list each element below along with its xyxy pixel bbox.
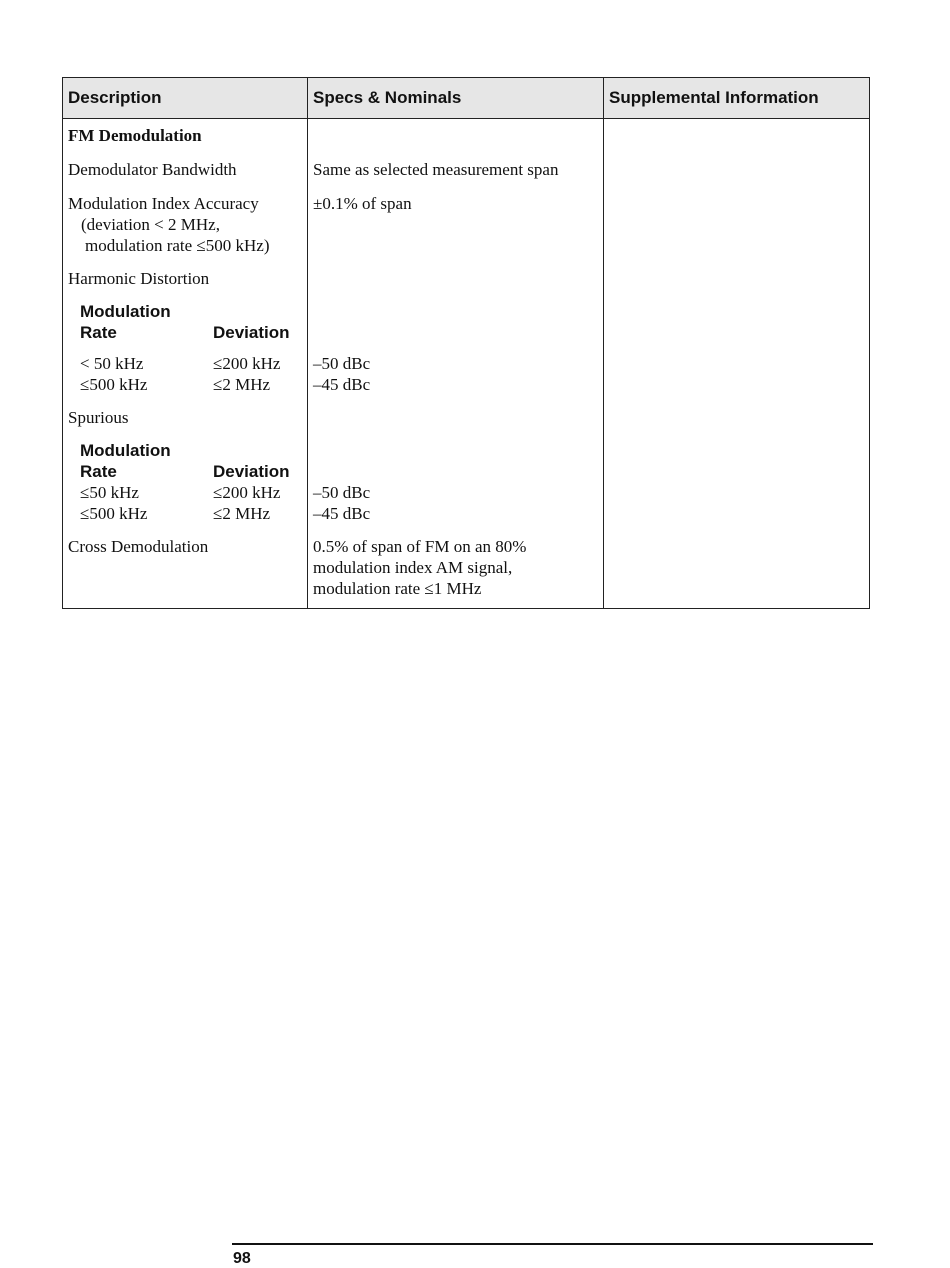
description-cell (63, 119, 308, 609)
harmonic-rate: < 50 kHz (80, 354, 144, 373)
harmonic-spec: –45 dBc (313, 375, 371, 394)
harmonic-subheader-line-1 (68, 301, 302, 322)
spurious-rate: ≤50 kHz (80, 483, 139, 502)
harmonic-col-rate-1: Modulation (80, 302, 171, 321)
cross-demod-spec-1: 0.5% of span of FM on an 80% (313, 537, 527, 556)
cross-demod-spec-3: modulation rate ≤1 MHz (313, 579, 482, 598)
spurious-row (68, 503, 302, 524)
harmonic-distortion-label: Harmonic Distortion (68, 269, 210, 288)
spurious-deviation: ≤200 kHz (213, 483, 281, 502)
harmonic-deviation: ≤2 MHz (213, 375, 271, 394)
section-title: FM Demodulation (68, 126, 202, 145)
spurious-col-rate-2: Rate (80, 462, 117, 481)
header-supplemental-information: Supplemental Information (604, 78, 870, 119)
cross-demod-label: Cross Demodulation (68, 537, 209, 556)
spurious-subheader-line-1 (68, 440, 302, 461)
harmonic-row (68, 374, 302, 395)
spurious-subheader-line-2 (68, 461, 302, 482)
cross-demod-spec-2: modulation index AM signal, (313, 558, 513, 577)
footer-rule (232, 1243, 873, 1245)
spurious-row (68, 482, 302, 503)
demod-bandwidth-spec: Same as selected measurement span (313, 160, 559, 179)
table-row (63, 119, 870, 609)
supplemental-cell (604, 119, 870, 609)
mod-index-condition-1: (deviation < 2 MHz, (81, 215, 220, 234)
mod-index-accuracy-spec: ±0.1% of span (313, 194, 412, 213)
page-number: 98 (233, 1250, 251, 1267)
mod-index-condition-2: modulation rate ≤500 kHz) (85, 236, 270, 255)
demod-bandwidth-label: Demodulator Bandwidth (68, 160, 237, 179)
spurious-col-deviation: Deviation (213, 462, 290, 481)
spurious-spec: –50 dBc (313, 483, 371, 502)
harmonic-row (68, 353, 302, 374)
harmonic-subheader-line-2 (68, 322, 302, 343)
harmonic-rate: ≤500 kHz (80, 375, 148, 394)
harmonic-spec: –50 dBc (313, 354, 371, 373)
mod-index-accuracy-label: Modulation Index Accuracy (68, 194, 259, 213)
harmonic-col-rate-2: Rate (80, 323, 117, 342)
spurious-deviation: ≤2 MHz (213, 504, 271, 523)
spurious-rate: ≤500 kHz (80, 504, 148, 523)
header-specs-nominals: Specs & Nominals (308, 78, 604, 119)
spurious-spec: –45 dBc (313, 504, 371, 523)
table-header-row (63, 78, 870, 119)
spurious-label: Spurious (68, 408, 129, 427)
header-description: Description (63, 78, 308, 119)
specs-cell (308, 119, 604, 609)
harmonic-col-deviation: Deviation (213, 323, 290, 342)
harmonic-deviation: ≤200 kHz (213, 354, 281, 373)
spec-table (62, 77, 870, 609)
spurious-col-rate-1: Modulation (80, 441, 171, 460)
